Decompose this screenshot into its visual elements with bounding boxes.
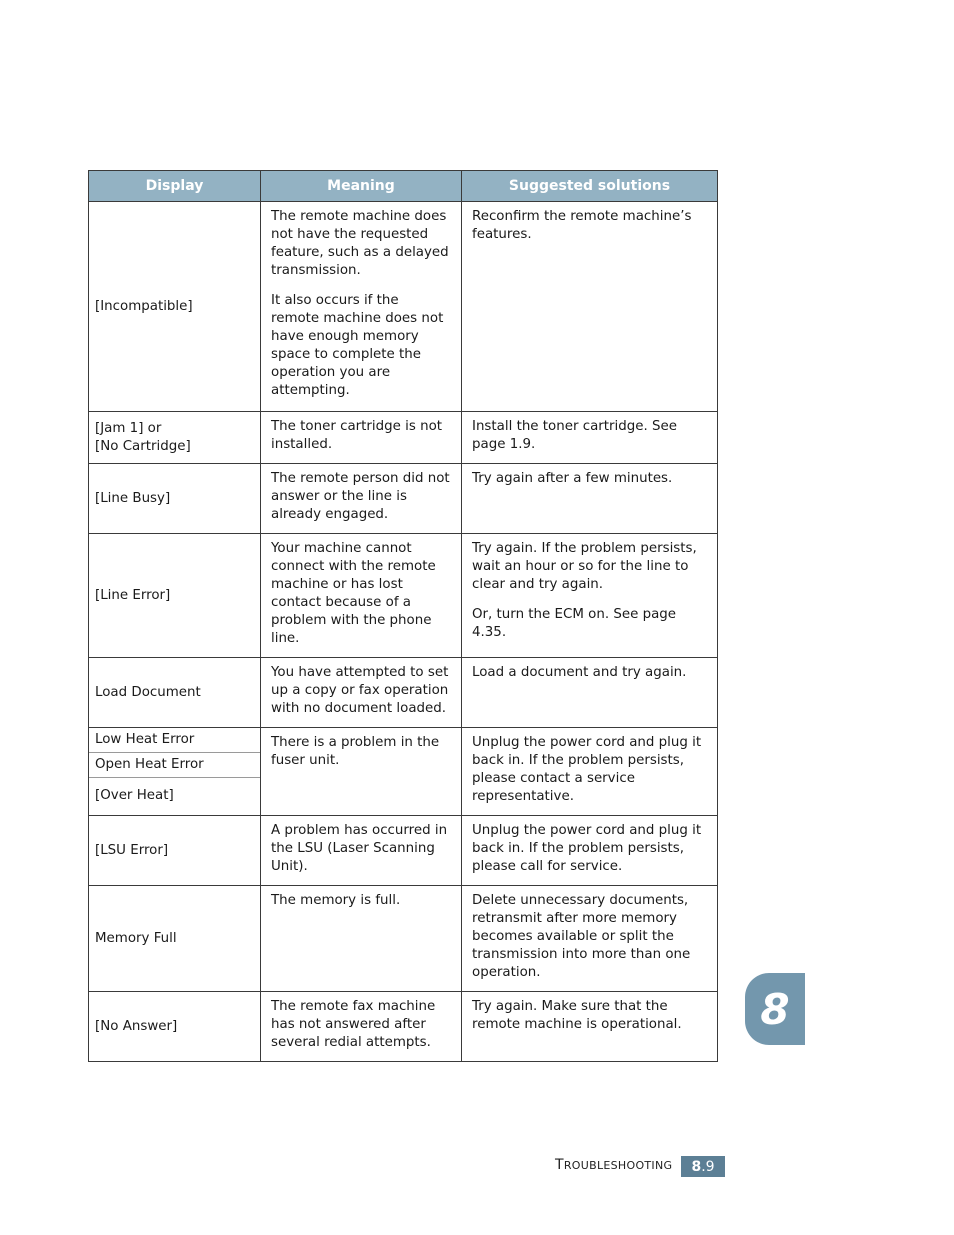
table-row (89, 992, 718, 1062)
solution-cell: Try again after a few minutes. (462, 464, 718, 534)
meaning-cell: Your machine cannot connect with the remote machine or has lost contact because of a problem with the phone line. (261, 534, 462, 658)
meaning-cell: The remote fax machine has not answered after several redial attempts. (261, 992, 462, 1062)
header-suggested-solutions: Suggested solutions (462, 171, 718, 202)
meaning-cell: The remote machine does not have the requested feature, such as a delayed transmission. It also occurs if the remote machine does not have enough memory space to complete the operation you are attempting. (261, 202, 462, 412)
meaning-cell: The memory is full. (261, 886, 462, 992)
table-row (89, 816, 718, 886)
display-cell: [LSU Error] (89, 816, 261, 886)
solution-cell: Load a document and try again. (462, 658, 718, 728)
display-cell: [Line Busy] (89, 464, 261, 534)
header-meaning: Meaning (261, 171, 462, 202)
display-cell: [No Answer] (89, 992, 261, 1062)
meaning-cell: The toner cartridge is not installed. (261, 412, 462, 464)
table-row (89, 658, 718, 728)
solution-cell: Try again. Make sure that the remote machine is operational. (462, 992, 718, 1062)
meaning-cell: A problem has occurred in the LSU (Laser Scanning Unit). (261, 816, 462, 886)
display-item-low-heat: Low Heat Error (89, 728, 260, 753)
table-row (89, 534, 718, 658)
page-number-badge: 8 .9 (681, 1156, 725, 1177)
meaning-cell: You have attempted to set up a copy or fax operation with no document loaded. (261, 658, 462, 728)
solution-cell: Delete unnecessary documents, retransmit after more memory becomes available or split the transmission into more than one operation. (462, 886, 718, 992)
error-messages-table (88, 170, 718, 1062)
display-cell: [Incompatible] (89, 202, 261, 412)
solution-cell: Install the toner cartridge. See page 1.9. (462, 412, 718, 464)
footer-section-title: TROUBLESHOOTING (555, 1157, 673, 1173)
solution-cell: Unplug the power cord and plug it back in. If the problem persists, please call for service. (462, 816, 718, 886)
display-item-open-heat: Open Heat Error (89, 753, 260, 778)
chapter-tab: 8 (745, 973, 805, 1045)
table-header-row (89, 171, 718, 202)
display-item-over-heat: [Over Heat] (95, 788, 174, 803)
meaning-cell: The remote person did not answer or the line is already engaged. (261, 464, 462, 534)
solution-cell: Reconfirm the remote machine’s features. (462, 202, 718, 412)
display-cell-group (89, 728, 261, 816)
table-row (89, 728, 718, 816)
meaning-cell: There is a problem in the fuser unit. (261, 728, 462, 816)
display-cell: Memory Full (89, 886, 261, 992)
header-display: Display (89, 171, 261, 202)
display-cell: [Jam 1] or [No Cartridge] (89, 412, 261, 464)
table-row (89, 464, 718, 534)
solution-cell: Unplug the power cord and plug it back in. If the problem persists, please contact a service representative. (462, 728, 718, 816)
table-row (89, 886, 718, 992)
table-row (89, 202, 718, 412)
display-cell: [Line Error] (89, 534, 261, 658)
table-row (89, 412, 718, 464)
display-cell: Load Document (89, 658, 261, 728)
solution-cell: Try again. If the problem persists, wait an hour or so for the line to clear and try again. Or, turn the ECM on. See page 4.35. (462, 534, 718, 658)
